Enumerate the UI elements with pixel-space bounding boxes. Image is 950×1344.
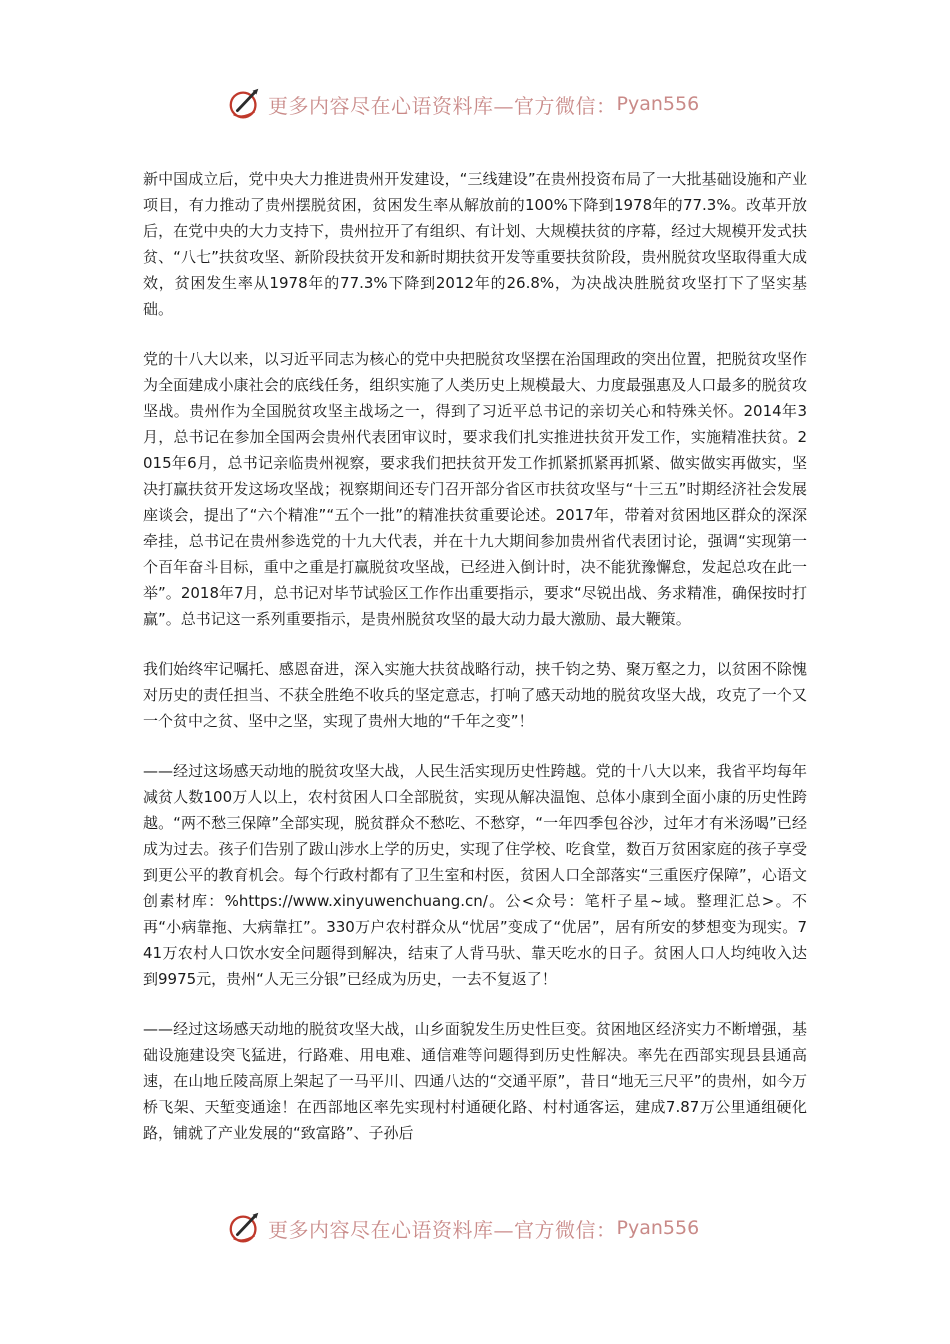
pen-logo-icon [226, 1209, 264, 1247]
paragraph-4: ——经过这场感天动地的脱贫攻坚大战，人民生活实现历史性跨越。党的十八大以来，我省平均每年减贫人数100万人以上，农村贫困人口全部脱贫，实现从解决温饱、总体小康到全面小康的历史性跨越。“两不愁三保障”全部实现，脱贫群众不愁吃、不愁穿，“一年四季包谷沙，过年才有米汤喝”已经成为过去。孩子们告别了跋山涉水上学的历史，实现了住学校、吃食堂，数百万贫困家庭的孩子享受到更公平的教育机会。每个行政村都有了卫生室和村医，贫困人口全部落实“三重医疗保障”，心语文创素材库：%https://www.xinyuwenchuang.cn/。公<众号：笔杆子星~域。整理汇总>。不再“小病靠拖、大病靠扛”。330万户农村群众从“忧居”变成了“优居”，居有所安的梦想变为现实。741万农村人口饮水安全问题得到解决，结束了人背马驮、靠天吃水的日子。贫困人口人均纯收入达到9975元，贵州“人无三分银”已经成为历史，一去不复返了！ [143, 762, 807, 988]
pen-logo-icon [226, 85, 264, 123]
paragraph-3: 我们始终牢记嘱托、感恩奋进，深入实施大扶贫战略行动，挟千钧之势、聚万壑之力，以贫困不除愧对历史的责任担当、不获全胜绝不收兵的坚定意志，打响了感天动地的脱贫攻坚大战，攻克了一个又一个贫中之贫、坚中之坚，实现了贵州大地的“千年之变”！ [143, 660, 807, 730]
article-body [143, 166, 807, 1170]
watermark-handle: Pyan556 [616, 1217, 700, 1239]
header-watermark-banner [0, 82, 950, 126]
paragraph-2: 党的十八大以来，以习近平同志为核心的党中央把脱贫攻坚摆在治国理政的突出位置，把脱贫攻坚作为全面建成小康社会的底线任务，组织实施了人类历史上规模最大、力度最强惠及人口最多的脱贫攻坚战。贵州作为全国脱贫攻坚主战场之一，得到了习近平总书记的亲切关心和特殊关怀。2014年3月，总书记在参加全国两会贵州代表团审议时，要求我们扎实推进扶贫开发工作，实施精准扶贫。2015年6月，总书记亲临贵州视察，要求我们把扶贫开发工作抓紧抓紧再抓紧、做实做实再做实，坚决打赢扶贫开发这场攻坚战；视察期间还专门召开部分省区市扶贫攻坚与“十三五”时期经济社会发展座谈会，提出了“六个精准”“五个一批”的精准扶贫重要论述。2017年，带着对贫困地区群众的深深牵挂，总书记在贵州参选党的十九大代表，并在十九大期间参加贵州省代表团讨论，强调“实现第一个百年奋斗目标，重中之重是打赢脱贫攻坚战，已经进入倒计时，决不能犹豫懈怠，发起总攻在此一举”。2018年7月，总书记对毕节试验区工作作出重要指示，要求“尽锐出战、务求精准，确保按时打赢”。总书记这一系列重要指示，是贵州脱贫攻坚的最大动力最大激励、最大鞭策。 [143, 350, 807, 628]
paragraph-5: ——经过这场感天动地的脱贫攻坚大战，山乡面貌发生历史性巨变。贫困地区经济实力不断增强，基础设施建设突飞猛进，行路难、用电难、通信难等问题得到历史性解决。率先在西部实现县县通高速，在山地丘陵高原上架起了一马平川、四通八达的“交通平原”，昔日“地无三尺平”的贵州，如今万桥飞架、天堑变通途！在西部地区率先实现村村通硬化路、村村通客运，建成7.87万公里通组硬化路，铺就了产业发展的“致富路”、子孙后 [143, 1020, 807, 1142]
paragraph-1: 新中国成立后，党中央大力推进贵州开发建设，“三线建设”在贵州投资布局了一大批基础设施和产业项目，有力推动了贵州摆脱贫困，贫困发生率从解放前的100%下降到1978年的77.3%。改革开放后，在党中央的大力支持下，贵州拉开了有组织、有计划、大规模扶贫的序幕，经过大规模开发式扶贫、“八七”扶贫攻坚、新阶段扶贫开发和新时期扶贫开发等重要扶贫阶段，贵州脱贫攻坚取得重大成效，贫困发生率从1978年的77.3%下降到2012年的26.8%，为决战决胜脱贫攻坚打下了坚实基础。 [143, 170, 807, 318]
footer-watermark-banner [0, 1206, 950, 1250]
watermark-text: 更多内容尽在心语资料库—官方微信： [268, 93, 617, 118]
watermark-text: 更多内容尽在心语资料库—官方微信： [268, 1217, 617, 1242]
watermark-handle: Pyan556 [616, 93, 700, 115]
